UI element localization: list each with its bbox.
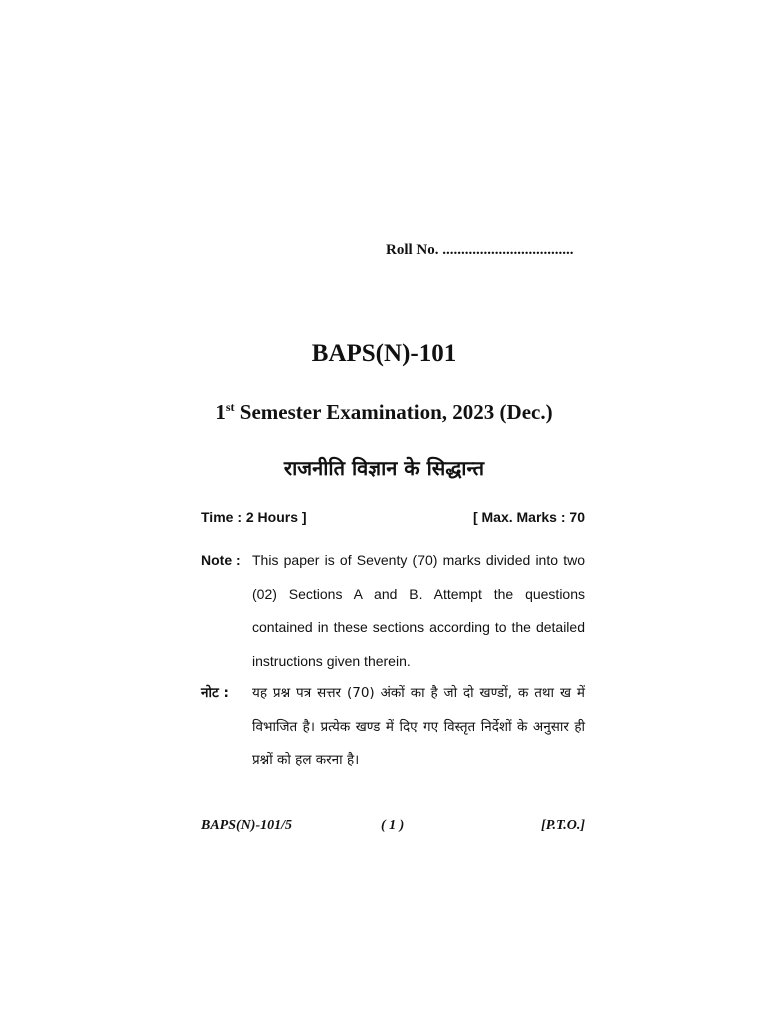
note-english-label: Note : (201, 552, 241, 568)
footer-pto: [P.T.O.] (541, 818, 585, 833)
max-marks: [ Max. Marks : 70 (472, 509, 585, 525)
exam-ordinal-suffix: st (225, 400, 235, 414)
note-english (201, 544, 585, 678)
note-hindi (201, 677, 585, 778)
exam-title-text: Semester Examination, 2023 (Dec.) (239, 400, 553, 424)
footer-page-number: ( 1 ) (381, 818, 405, 833)
roll-number-line (386, 242, 574, 259)
note-hindi-label: नोट : (201, 685, 229, 701)
exam-ordinal: 1 (215, 400, 226, 424)
page-footer (201, 818, 585, 834)
exam-title (0, 400, 768, 425)
subject-title-hindi: राजनीति विज्ञान के सिद्धान्त (283, 456, 485, 480)
time-allowed: Time : 2 Hours ] (201, 509, 307, 525)
paper-code-title: BAPS(N)-101 (311, 340, 457, 367)
time-marks-row (201, 509, 585, 525)
roll-number-label: Roll No. (386, 242, 439, 258)
note-hindi-text: यह प्रश्न पत्र सत्तर (70) अंकों का है जो दो खण्डों, क तथा ख में विभाजित है। प्रत्येक खण्ड में दिए गए विस्तृत निर्देशों के अनुसार ही प्रश्नों को हल करना है। (252, 685, 585, 768)
footer-paper-code: BAPS(N)-101/5 (201, 818, 292, 833)
roll-number-dots: ................................... (442, 242, 574, 258)
note-english-text: This paper is of Seventy (70) marks divided into two (02) Sections A and B. Attempt the questions contained in these sections according to the detailed instructions given therein. (252, 552, 585, 669)
